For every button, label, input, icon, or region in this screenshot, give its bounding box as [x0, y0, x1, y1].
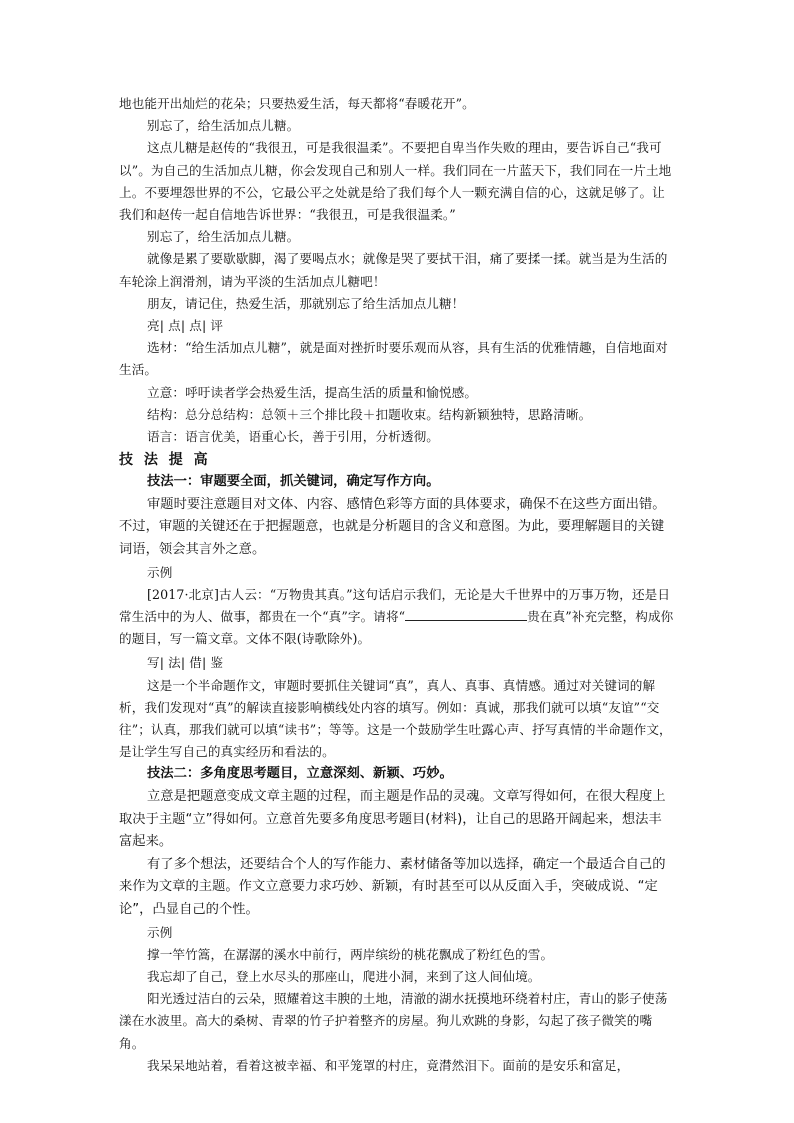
- technique-body: 立意是把题意变成文章主题的过程，而主题是作品的灵魂。文章写得如何，在很大程度上取决于主题“立”得如何。立意首先要多角度思考题目(材料)，让自己的思路开阔起来，想法丰富起来。: [119, 789, 666, 850]
- sample-paragraph: 阳光透过洁白的云朵，照耀着这丰腴的土地，清澈的湖水抚摸地环绕着村庄，青山的影子使荡漾在水波里。高大的桑树、青翠的竹子护着整齐的房屋。狗儿欢跳的身影，勾起了孩子微笑的嘴角。: [119, 991, 668, 1051]
- comment-language: 语言：语言优美，语重心长，善于引用，分析透彻。: [147, 429, 439, 445]
- example-label: 示例: [147, 924, 173, 940]
- writing-analysis: 这是一个半命题作文，审题时要抓住关键词“真”，真人、真事、真情感。通过对关键词的解析，我们发现对“真”的解读直接影响横线处内容的填写。例如：真诚，那我们就可以填“友谊”“交往”；认真，那我们就可以填“读书”；等等。这是一个鼓励学生吐露心声、抒写真情的半命题作文，是让学生写自己的真实经历和看法的。: [119, 677, 672, 760]
- refrain-line: 别忘了，给生活加点儿糖。: [147, 229, 300, 245]
- section-label-highlights: 亮| 点| 点| 评: [147, 318, 224, 334]
- sample-paragraph: 撑一竿竹篙，在潺潺的溪水中前行，两岸缤纷的桃花飘成了粉红色的雪。: [147, 946, 554, 962]
- technique-title-2: 技法二：多角度思考题目，立意深刻、新颖、巧妙。: [147, 766, 453, 782]
- exam-prompt: [119, 584, 674, 651]
- section-heading: 技 法 提 高: [119, 452, 211, 469]
- fill-in-blank: [405, 608, 527, 621]
- sample-paragraph: 我呆呆地站着，看着这被幸福、和平笼罩的村庄，竟潸然泪下。面前的是安乐和富足，: [147, 1057, 630, 1073]
- paragraph: 地也能开出灿烂的花朵；只要热爱生活，每天都将“春暖花开”。: [119, 96, 475, 111]
- refrain-line: 别忘了，给生活加点儿糖。: [147, 118, 300, 134]
- technique-body: 有了多个想法，还要结合个人的写作能力、素材储备等加以选择，确定一个最适合自己的来作为文章的主题。作文立意要力求巧妙、新颖，有时甚至可以从反面入手，突破成说、“定论”，凸显自己的个性。: [119, 856, 666, 918]
- document-body: [119, 93, 674, 1077]
- comment-theme: 立意：呼吁读者学会热爱生活，提高生活的质量和愉悦感。: [147, 384, 478, 400]
- exam-prompt-part-1: [2017·北京]古人云：“万物贵其真。”这句话启示我们，无论是大千世界中的万事万物，还是日常生活中的为人、做事，都贵在一个“真”字。请将“: [119, 586, 671, 625]
- paragraph: 这点儿糖是赵传的“我很丑，可是我很温柔”。不要把自卑当作失败的理由，要告诉自己“我可以”。为自己的生活加点儿糖，你会发现自己和别人一样。我们同在一片蓝天下，我们同在一片土地上。不要埋怨世界的不公，它最公平之处就是给了我们每个人一颗充满自信的心，这就足够了。让我们和赵传一起自信地告诉世界：“我很丑，可是我很温柔。”: [119, 140, 672, 223]
- technique-title-1: 技法一：审题要全面，抓关键词，确定写作方向。: [147, 474, 440, 490]
- comment-material: 选材：“给生活加点儿糖”，就是面对挫折时要乐观而从容，具有生活的优雅情趣，自信地面对生活。: [119, 340, 668, 378]
- sample-paragraph: 我忘却了自己，登上水尽头的那座山，爬进小洞，来到了这人间仙境。: [147, 969, 541, 985]
- section-label-writing: 写| 法| 借| 鉴: [147, 655, 224, 671]
- example-label: 示例: [147, 564, 173, 580]
- closing-line: 朋友，请记住，热爱生活，那就别忘了给生活加点儿糖！: [147, 295, 465, 311]
- comment-structure: 结构：总分总结构：总领＋三个排比段＋扣题收束。结构新颖独特，思路清晰。: [147, 406, 592, 422]
- technique-body: 审题时要注意题目对文体、内容、感情色彩等方面的具体要求，确保不在这些方面出错。不过，审题的关键还在于把握题意，也就是分析题目的含义和意图。为此，要理解题目的关键词语，领会其言外之意。: [119, 496, 666, 558]
- exam-prompt-part-2: 贵在真”补充完整，构成你的题目，写一篇文章。文体不限(诗歌除外)。: [119, 609, 674, 647]
- paragraph: 就像是累了要歇歇脚，渴了要喝点水；就像是哭了要拭干泪，痛了要揉一揉。就当是为生活的车轮涂上润滑剂，请为平淡的生活加点儿糖吧！: [119, 251, 668, 289]
